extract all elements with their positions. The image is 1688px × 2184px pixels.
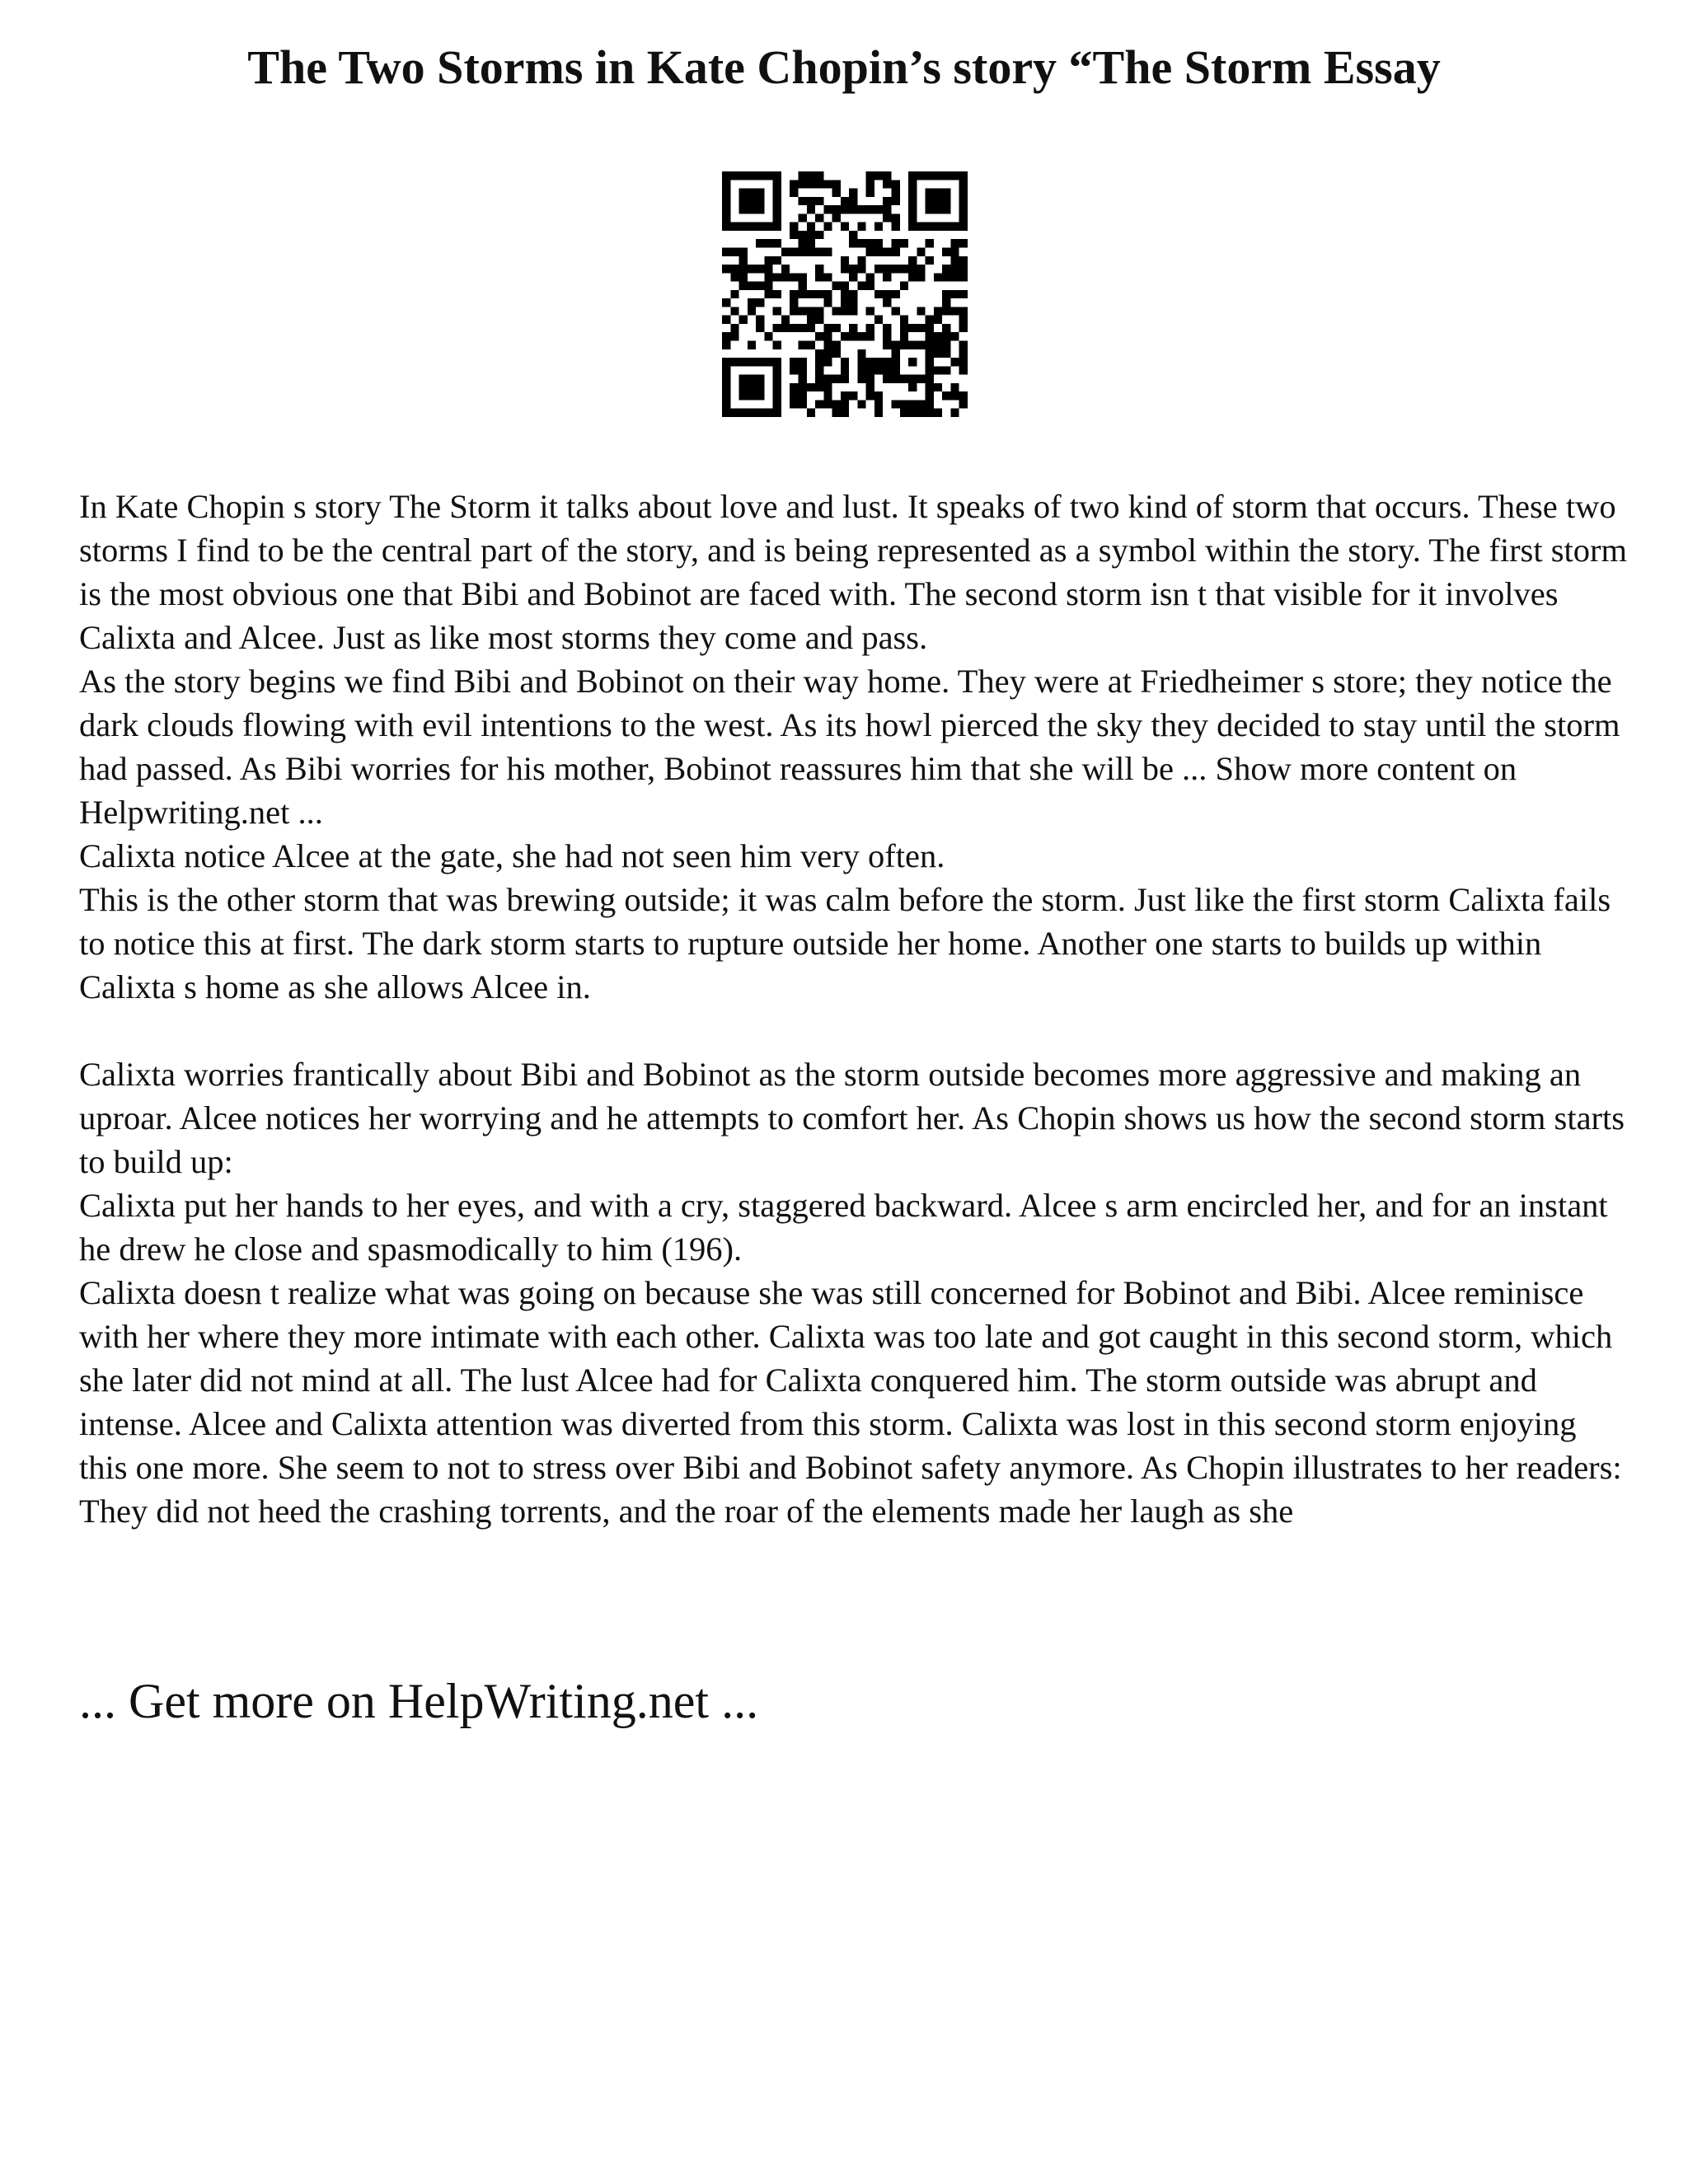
paragraph-3: Calixta notice Alcee at the gate, she had not seen him very often. <box>79 837 945 874</box>
paragraph-6: Calixta put her hands to her eyes, and with a cry, staggered backward. Alcee s arm encircled her, and for an instant he drew he close and spasmodically to him (196). <box>79 1187 1608 1268</box>
paragraph-4: This is the other storm that was brewing outside; it was calm before the storm. Just like the first storm Calixta fails to notice this at first. The dark storm starts to rupture outside her home. Another one starts to builds up within Calixta s home as she allows Alcee in. <box>79 881 1611 1005</box>
paragraph-8: They did not heed the crashing torrents, and the roar of the elements made her laugh as she <box>79 1493 1294 1530</box>
paragraph-2: As the story begins we find Bibi and Bobinot on their way home. They were at Friedheimer s store; they notice the dark clouds flowing with evil intentions to the west. As its howl pierced the sky they decided to stay until the storm had passed. As Bibi worries for his mother, Bobinot reassures him that she will be ... Show more content on Helpwriting.net ... <box>79 663 1620 831</box>
paragraph-5: Calixta worries frantically about Bibi and Bobinot as the storm outside becomes more aggressive and making an uproar. Alcee notices her worrying and he attempts to comfort her. As Chopin shows us how the second storm starts to build up: <box>79 1056 1625 1180</box>
paragraph-1: In Kate Chopin s story The Storm it talks about love and lust. It speaks of two kind of storm that occurs. These two storms I find to be the central part of the story, and is being represented as a symbol within the story. The first storm is the most obvious one that Bibi and Bobinot are faced with. The second storm isn t that visible for it involves Calixta and Alcee. Just as like most storms they come and pass. <box>79 488 1627 656</box>
paragraph-gap <box>79 1009 1629 1052</box>
qr-code-icon <box>722 171 968 417</box>
page-title: The Two Storms in Kate Chopin’s story “The Storm Essay <box>247 40 1441 94</box>
paragraph-7: Calixta doesn t realize what was going on because she was still concerned for Bobinot and Bibi. Alcee reminisce with her where they more intimate with each other. Calixta was too late and got caught in this second storm, which she later did not mind at all. The lust Alcee had for Calixta conquered him. The storm outside was abrupt and intense. Alcee and Calixta attention was diverted from this storm. Calixta was lost in this second storm enjoying this one more. She seem to not to stress over Bibi and Bobinot safety anymore. As Chopin illustrates to her readers: <box>79 1274 1622 1486</box>
get-more-link[interactable]: ... Get more on HelpWriting.net ... <box>79 1674 759 1728</box>
essay-body <box>79 485 1629 1533</box>
qr-code-graphic <box>722 171 968 417</box>
